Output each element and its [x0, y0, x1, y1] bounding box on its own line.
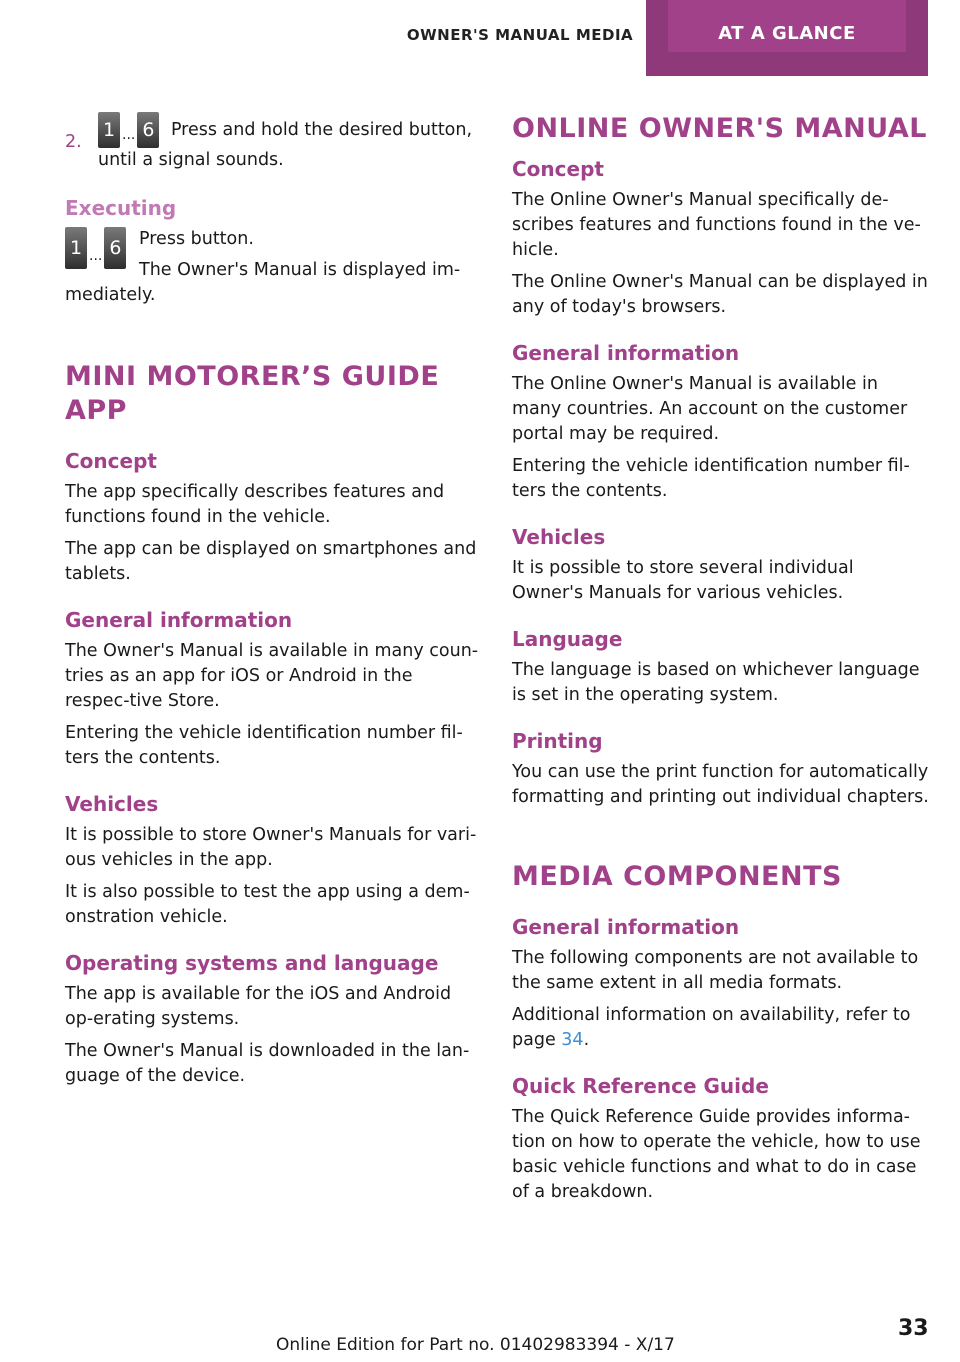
- page-number: 33: [898, 1316, 929, 1341]
- step-2-text-a: Press and hold the desired button,: [170, 120, 473, 140]
- media-general-p1: The following components are not available to the same extent in all media formats.: [512, 948, 919, 993]
- step-number: 2.: [65, 132, 82, 152]
- ellipsis: ...: [89, 248, 103, 264]
- app-vehicles-heading: Vehicles: [65, 792, 159, 816]
- app-vehicles-p1: It is possible to store Owner's Manuals for vari-ous vehicles in the app.: [65, 825, 477, 870]
- online-general-p2: Entering the vehicle identification number fil-ters the contents.: [512, 456, 910, 501]
- app-os-p1: The app is available for the iOS and Android op-erating systems.: [65, 984, 452, 1029]
- media-general-p2: [512, 1003, 930, 1053]
- step-2-text-b: until a signal sounds.: [98, 150, 284, 170]
- online-language-heading: Language: [512, 627, 623, 651]
- app-concept-p1: The app specifically describes features and functions found in the vehicle.: [65, 482, 445, 527]
- executing-row: [65, 227, 480, 283]
- online-general-heading: General information: [512, 341, 740, 365]
- executing-heading: Executing: [65, 196, 177, 220]
- app-general-heading: General information: [65, 608, 293, 632]
- executing-line-3: mediately.: [65, 285, 156, 305]
- app-general-p1: The Owner's Manual is available in many coun-tries as an app for iOS or Android in the respec-tive Store.: [65, 641, 479, 711]
- online-printing-heading: Printing: [512, 729, 603, 753]
- online-vehicles-heading: Vehicles: [512, 525, 606, 549]
- ellipsis: ...: [122, 127, 136, 143]
- online-language-p1: The language is based on whichever language is set in the operating system.: [512, 660, 920, 705]
- page-link[interactable]: 34: [561, 1030, 584, 1050]
- media-general-heading: General information: [512, 915, 740, 939]
- step-2: [65, 112, 480, 173]
- online-general-p1: The Online Owner's Manual is available in many countries. An account on the customer portal may be required.: [512, 374, 908, 444]
- app-concept-heading: Concept: [65, 449, 157, 473]
- executing-line-1: Press button.: [139, 229, 254, 249]
- app-vehicles-p2: It is also possible to test the app using a dem-onstration vehicle.: [65, 882, 470, 927]
- online-concept-heading: Concept: [512, 157, 604, 181]
- executing-keys: [65, 227, 126, 269]
- button-1-icon: 1: [98, 112, 120, 148]
- online-title: ONLINE OWNER'S MANUAL: [512, 113, 927, 144]
- online-concept-p2: The Online Owner's Manual can be displayed in any of today's browsers.: [512, 272, 928, 317]
- right-column: [512, 112, 930, 1212]
- media-general-p2-text: Additional information on availability, refer to page: [512, 1005, 911, 1050]
- app-title: MINI MOTORER’S GUIDE APP: [65, 361, 440, 426]
- media-general-p2-end: .: [583, 1030, 590, 1050]
- media-qrg-p1: The Quick Reference Guide provides informa-tion on how to operate the vehicle, how to use basic vehicle functions and what to do in case of a breakdown.: [512, 1107, 921, 1202]
- header-tab[interactable]: [646, 0, 928, 76]
- button-6-icon: 6: [104, 227, 126, 269]
- app-os-heading: Operating systems and language: [65, 951, 439, 975]
- media-qrg-heading: Quick Reference Guide: [512, 1074, 769, 1098]
- online-printing-p1: You can use the print function for automatically formatting and printing out individual chapters.: [512, 762, 929, 807]
- app-concept-p2: The app can be displayed on smartphones and tablets.: [65, 539, 477, 584]
- button-1-icon: 1: [65, 227, 87, 269]
- button-6-icon: 6: [137, 112, 159, 148]
- online-vehicles-p1: It is possible to store several individual Owner's Manuals for various vehicles.: [512, 558, 854, 603]
- header-section-label: OWNER'S MANUAL MEDIA: [406, 26, 634, 44]
- key-group: [98, 112, 159, 148]
- online-concept-p1: The Online Owner's Manual specifically de-scribes features and functions found in the ve-hicle.: [512, 190, 921, 260]
- header-tab-label: AT A GLANCE: [668, 0, 906, 52]
- app-general-p2: Entering the vehicle identification number fil-ters the contents.: [65, 723, 463, 768]
- left-column: [65, 112, 480, 1096]
- footer-edition: Online Edition for Part no. 01402983394 - X/17: [276, 1335, 675, 1355]
- app-os-p2: The Owner's Manual is downloaded in the lan-guage of the device.: [65, 1041, 470, 1086]
- media-title: MEDIA COMPONENTS: [512, 861, 842, 892]
- executing-line-2: The Owner's Manual is displayed im-: [139, 260, 461, 280]
